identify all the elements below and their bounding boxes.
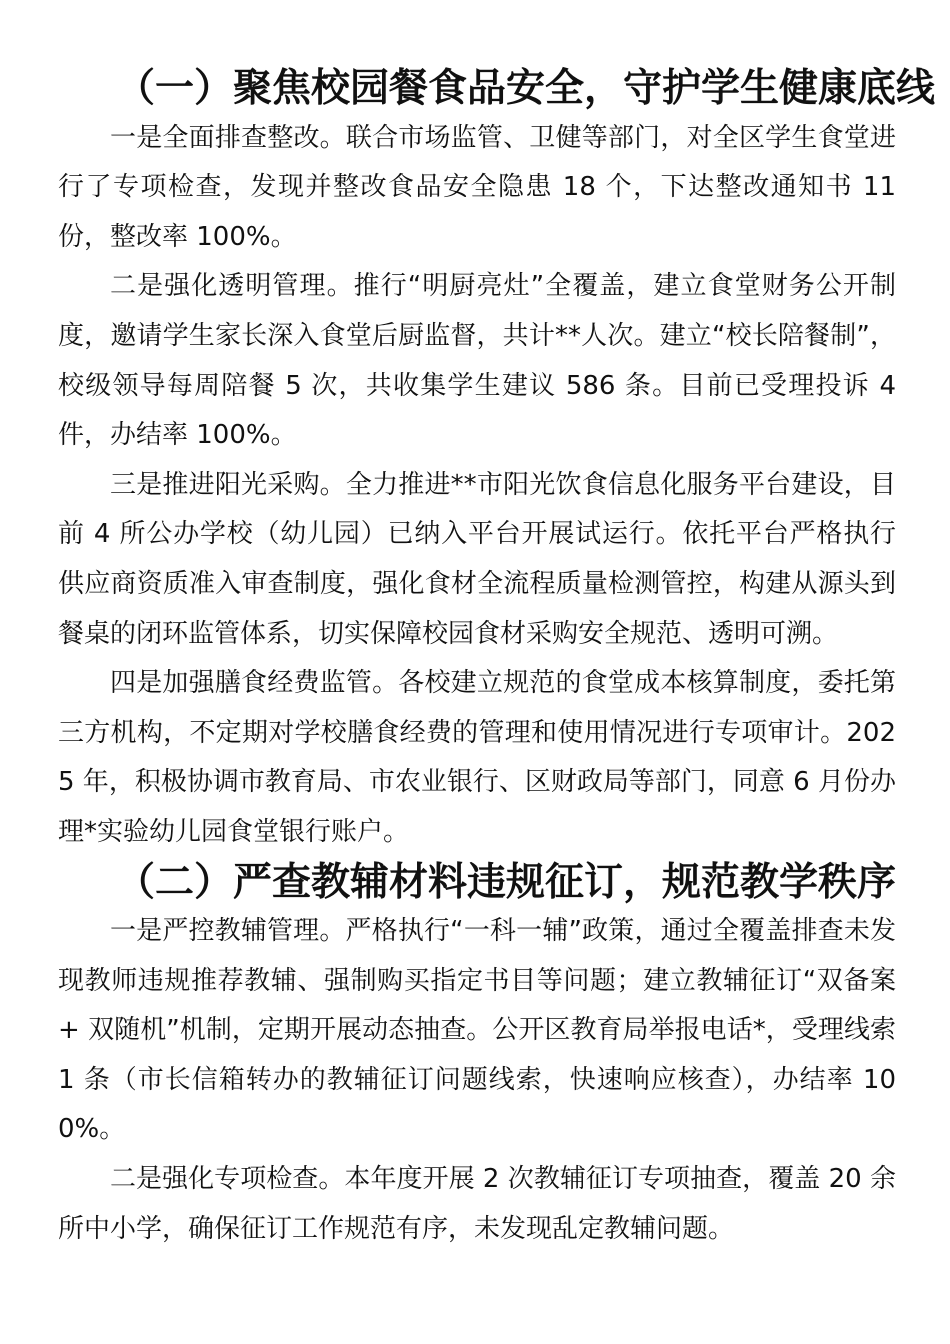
paragraph-inspection-rectification: 一是全面排查整改。联合市场监管、卫健等部门，对全区学生食堂进行了专项检查，发现并整改食品安全隐患 18 个，下达整改通知书 11 份，整改率 100%。 bbox=[58, 122, 896, 252]
paragraph-teaching-aid-management: 一是严控教辅管理。严格执行“一科一辅”政策，通过全覆盖排查未发现教师违规推荐教辅、强制购买指定书目等问题；建立教辅征订“双备案 + 双随机”机制，定期开展动态抽查。公开区教育局举报电话*，受理线索 1 条（市长信箱转办的教辅征订问题线索，快速响应核查），办结率 100%。 bbox=[58, 916, 896, 1145]
paragraph-transparent-management: 二是强化透明管理。推行“明厨亮灶”全覆盖，建立食堂财务公开制度，邀请学生家长深入食堂后厨监督，共计**人次。建立“校长陪餐制”，校级领导每周陪餐 5 次，共收集学生建议 586 条。目前已受理投诉 4 件，办结率 100%。 bbox=[58, 271, 896, 451]
paragraph-meal-fund-supervision: 四是加强膳食经费监管。各校建立规范的食堂成本核算制度，委托第三方机构，不定期对学校膳食经费的管理和使用情况进行专项审计。2025 年，积极协调市教育局、市农业银行、区财政局等部门，同意 6 月份办理*实验幼儿园食堂银行账户。 bbox=[58, 668, 896, 847]
paragraph-special-inspection: 二是强化专项检查。本年度开展 2 次教辅征订专项抽查，覆盖 20 余所中小学，确保征订工作规范有序，未发现乱定教辅问题。 bbox=[58, 1164, 896, 1244]
section-heading-1: （一）聚焦校园餐食品安全，守护学生健康底线 bbox=[116, 66, 936, 111]
document-page bbox=[58, 64, 936, 1254]
paragraph-sunshine-procurement: 三是推进阳光采购。全力推进**市阳光饮食信息化服务平台建设，目前 4 所公办学校（幼儿园）已纳入平台开展试运行。依托平台严格执行供应商资质准入审查制度，强化食材全流程质量检测管控，构建从源头到餐桌的闭环监管体系，切实保障校园食材采购安全规范、透明可溯。 bbox=[58, 469, 896, 649]
section-heading-2: （二）严查教辅材料违规征订，规范教学秩序 bbox=[116, 859, 897, 905]
